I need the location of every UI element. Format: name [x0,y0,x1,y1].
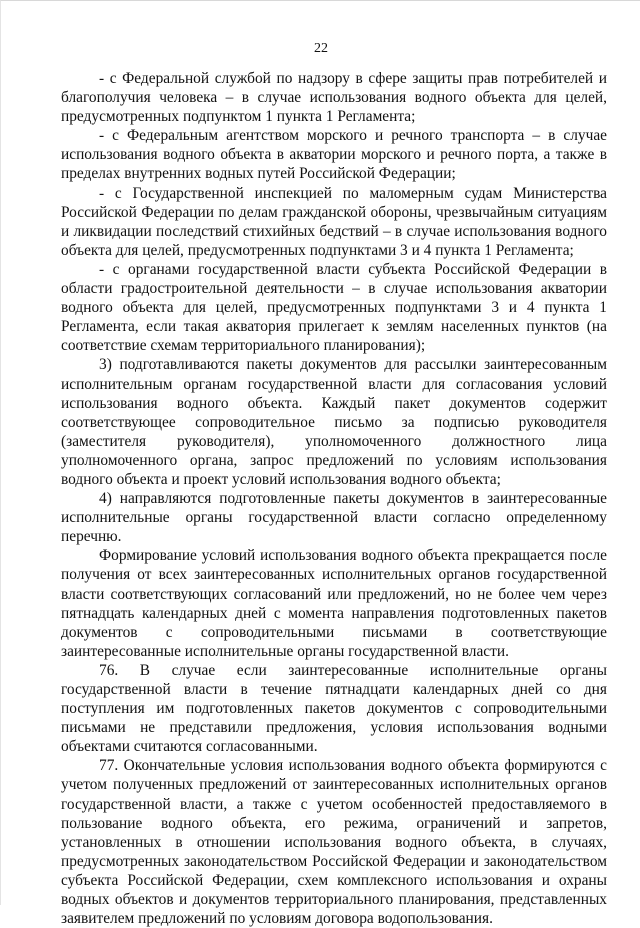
paragraph-76: 76. В случае если заинтересованные исполнительные органы государственной власти в течение пятнадцати календарных дней со дня поступления им подготовленных пакетов документов с сопроводительными письмами не представили предложения, условия использования водными объектами считаются согласованными. [61,661,607,756]
paragraph-item-4: 4) направляются подготовленные пакеты документов в заинтересованные исполнительные органы государственной власти согласно определенному перечню. [61,490,607,546]
document-body [61,69,607,928]
paragraph-urban-planning: - с органами государственной власти субъекта Российской Федерации в области градостроительной деятельности – в случае использования акватории водного объекта для целей, предусмотренных подпунктами 3 и 4 пункта 1 Регламента, если такая акватория прилегает к землям населенных пунктов (на соответствие схемам территориального планирования); [61,260,607,355]
paragraph-gims: - с Государственной инспекцией по маломерным судам Министерства Российской Федерации по делам гражданской обороны, чрезвычайным ситуациям и ликвидации последствий стихийных бедствий – в случае использования водного объекта для целей, предусмотренных подпунктами 3 и 4 пункта 1 Регламента; [61,184,607,259]
page-number: 22 [314,41,328,56]
paragraph-termination: Формирование условий использования водного объекта прекращается после получения от всех заинтересованных исполнительных органов государственной власти соответствующих согласований или предложений, но не более чем через пятнадцать календарных дней с момента направления подготовленных пакетов документов с сопроводительными письмами в соответствующие заинтересованные исполнительные органы государственной власти. [61,547,607,660]
paragraph-rospotrebnadzor: - с Федеральной службой по надзору в сфере защиты прав потребителей и благополучия человека – в случае использования водного объекта для целей, предусмотренных подпунктом 1 пункта 1 Регламента; [61,70,607,126]
paragraph-77: 77. Окончательные условия использования водного объекта формируются с учетом полученных предложений от заинтересованных исполнительных органов государственной власти, а также с учетом особенностей предоставляемого в пользование водного объекта, его режима, ограничений и запретов, установленных в отношении использования водного объекта, в случаях, предусмотренных законодательством Российской Федерации и законодательством субъекта Российской Федерации, схем комплексного использования и охраны водных объектов и документов территориального планирования, представленных заявителем предложений по условиям договора водопользования. [61,757,607,928]
paragraph-rosmorrechflot: - с Федеральным агентством морского и речного транспорта – в случае использования водного объекта в акватории морского и речного порта, а также в пределах внутренних водных путей Российской Федерации; [61,127,607,183]
paragraph-item-3: 3) подготавливаются пакеты документов для рассылки заинтересованным исполнительным органам государственной власти для согласования условий использования водного объекта. Каждый пакет документов содержит соответствующее сопроводительное письмо за подписью руководителя (заместителя руководителя), уполномоченного должностного лица уполномоченного органа, запрос предложений по условиям использования водного объекта и проект условий использования водного объекта; [61,356,607,488]
